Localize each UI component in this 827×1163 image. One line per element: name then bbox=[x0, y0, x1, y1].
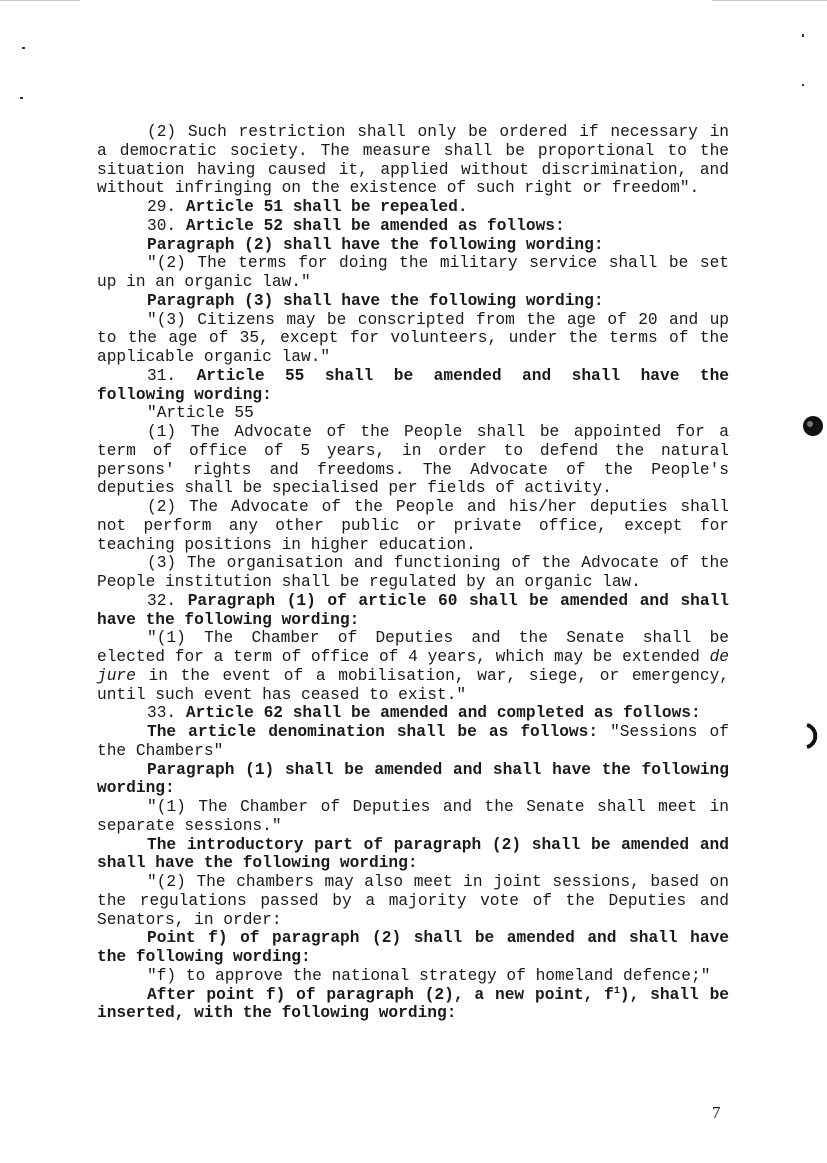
paragraph: (3) The organisation and functioning of the Advocate of the People institution shall be regulated by an organic law. bbox=[97, 554, 729, 591]
numbered-paragraph: 29. Article 51 shall be repealed. bbox=[147, 198, 468, 216]
numbered-paragraph: 31. Article 55 shall be amended and shall have the following wording: bbox=[97, 366, 729, 404]
paragraph: (1) The Advocate of the People shall be appointed for a term of office of 5 years, in order to defend the natural persons' rights and freedoms. The Advocate of the People's deputies shall be specialised per fields of activity. bbox=[97, 423, 729, 498]
binder-hole-arc bbox=[804, 722, 820, 750]
bold-instruction: After point f) of paragraph (2), a new point, $f^1$), shall be inserted, with the following wording: bbox=[97, 985, 729, 1023]
binder-hole-mark bbox=[801, 414, 825, 438]
quoted-paragraph: "(2) The terms for doing the military service shall be set up in an organic law." bbox=[97, 254, 729, 291]
quoted-paragraph: "(3) Citizens may be conscripted from the age of 20 and up to the age of 35, except for volunteers, under the terms of the applicable organic law." bbox=[97, 310, 729, 366]
bold-instruction: Paragraph (2) shall have the following wording: bbox=[147, 235, 604, 254]
paragraph: The article denomination shall be as follows: "Sessions of the Chambers" bbox=[97, 723, 729, 760]
numbered-paragraph: 33. Article 62 shall be amended and completed as follows: bbox=[147, 704, 701, 723]
page-number: 7 bbox=[712, 1103, 721, 1122]
bold-instruction: The introductory part of paragraph (2) shall be amended and shall have the following wording: bbox=[97, 835, 729, 873]
margin-speck bbox=[802, 84, 804, 86]
margin-speck bbox=[802, 34, 804, 37]
quoted-paragraph: "(1) The Chamber of Deputies and the Senate shall be elected for a term of office of 4 years, which may be extended de jure in the event of a mobilisation, war, siege, or emergency, until such event has ceased to exist." bbox=[97, 629, 729, 704]
paragraph: "Article 55 bbox=[147, 404, 254, 423]
paragraph: (2) The Advocate of the People and his/her deputies shall not perform any other public or private office, except for teaching positions in higher education. bbox=[97, 498, 729, 554]
margin-speck bbox=[22, 47, 25, 49]
document-body bbox=[97, 123, 729, 1023]
margin-speck bbox=[20, 97, 23, 99]
top-left-edge-line bbox=[0, 0, 80, 1]
bold-instruction: Paragraph (3) shall have the following wording: bbox=[147, 291, 604, 310]
numbered-paragraph: 32. Paragraph (1) of article 60 shall be amended and shall have the following wording: bbox=[97, 591, 729, 629]
quoted-paragraph: "f) to approve the national strategy of homeland defence;" bbox=[147, 966, 711, 985]
bold-instruction: Paragraph (1) shall be amended and shall have the following wording: bbox=[97, 760, 729, 798]
quoted-paragraph: "(1) The Chamber of Deputies and the Senate shall meet in separate sessions." bbox=[97, 798, 729, 835]
quoted-paragraph: "(2) The chambers may also meet in joint sessions, based on the regulations passed by a majority vote of the Deputies and Senators, in order: bbox=[97, 873, 729, 929]
numbered-paragraph: 30. Article 52 shall be amended as follows: bbox=[147, 216, 565, 235]
bold-instruction: Point f) of paragraph (2) shall be amended and shall have the following wording: bbox=[97, 929, 729, 966]
top-right-edge-line bbox=[712, 0, 827, 1]
paragraph: (2) Such restriction shall only be ordered if necessary in a democratic society. The measure shall be proportional to the situation having caused it, applied without discrimination, and without infringing on the existence of such right or freedom". bbox=[97, 123, 729, 198]
